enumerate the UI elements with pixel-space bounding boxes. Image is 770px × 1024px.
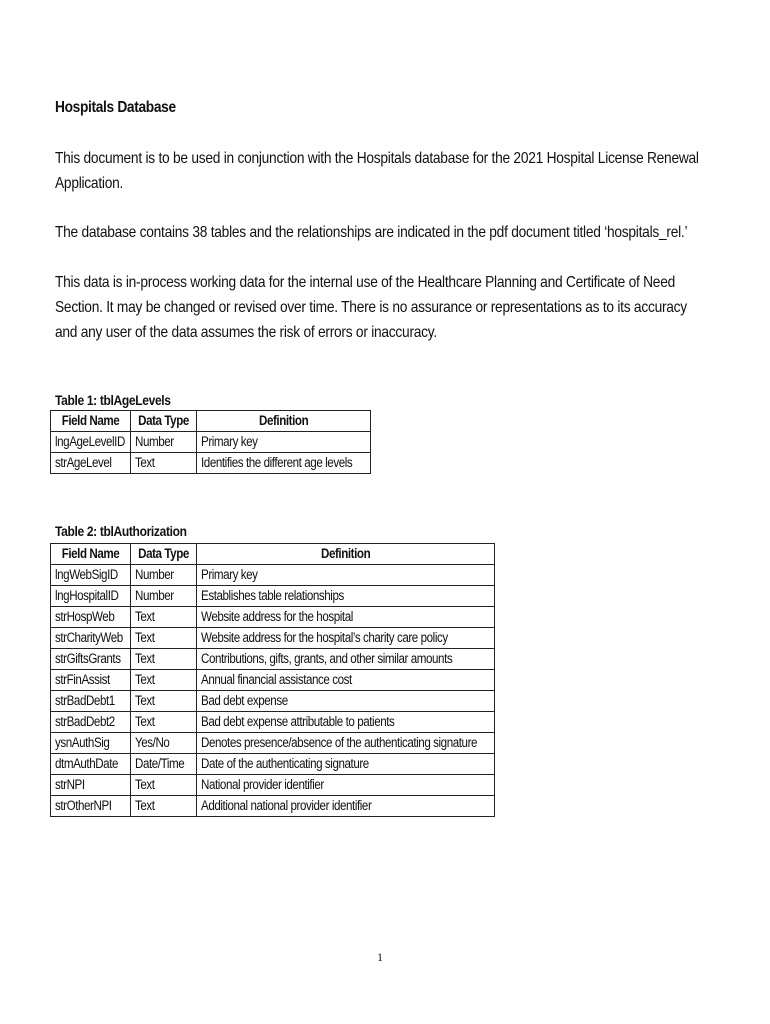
table-agelevels [50, 410, 371, 474]
tables-paragraph [55, 220, 717, 245]
column-header: Field Name [51, 544, 131, 565]
table-row [51, 691, 495, 712]
table-cell: Text [131, 670, 197, 691]
table-row [51, 754, 495, 775]
column-header: Definition [197, 544, 495, 565]
table-cell: lngAgeLevelID [51, 432, 131, 453]
table-cell: Number [131, 586, 197, 607]
document-title: Hospitals Database [55, 99, 176, 116]
page-number: 1 [377, 950, 383, 964]
table-cell: strFinAssist [51, 670, 131, 691]
table-cell: Primary key [197, 432, 371, 453]
table-caption: Table 1: tblAgeLevels [55, 392, 171, 408]
column-header: Data Type [131, 411, 197, 432]
table-authorization [50, 543, 495, 817]
paragraph-line: This data is in-process working data for the internal use of the Healthcare Planning and Certificate of Need [55, 274, 675, 291]
table-cell: Website address for the hospital [197, 607, 495, 628]
column-header: Definition [197, 411, 371, 432]
table-cell: Denotes presence/absence of the authenticating signature [197, 733, 495, 754]
table-cell: Text [131, 453, 197, 474]
disclaimer-paragraph [55, 270, 717, 345]
table-row [51, 607, 495, 628]
table-cell: Date of the authenticating signature [197, 754, 495, 775]
table-cell: Text [131, 775, 197, 796]
table-row [51, 670, 495, 691]
table-cell: Text [131, 712, 197, 733]
table-cell: Yes/No [131, 733, 197, 754]
table-cell: lngWebSigID [51, 565, 131, 586]
table-cell: Text [131, 796, 197, 817]
table-row [51, 565, 495, 586]
table-cell: Text [131, 649, 197, 670]
table-cell: strCharityWeb [51, 628, 131, 649]
table-cell: Number [131, 565, 197, 586]
table-cell: strBadDebt2 [51, 712, 131, 733]
table-row [51, 453, 371, 474]
table-cell: Number [131, 432, 197, 453]
paragraph-line: and any user of the data assumes the risk of errors or inaccuracy. [55, 324, 437, 341]
table-cell: Additional national provider identifier [197, 796, 495, 817]
table-row [51, 586, 495, 607]
table-cell: Text [131, 607, 197, 628]
paragraph-line: This document is to be used in conjunction with the Hospitals database for the 2021 Hospital License Renewal [55, 150, 699, 167]
table-cell: National provider identifier [197, 775, 495, 796]
table-header-row [51, 544, 495, 565]
table-cell: Annual financial assistance cost [197, 670, 495, 691]
table-row [51, 628, 495, 649]
table-cell: strOtherNPI [51, 796, 131, 817]
table-cell: strAgeLevel [51, 453, 131, 474]
column-header: Data Type [131, 544, 197, 565]
table-cell: Website address for the hospital’s charity care policy [197, 628, 495, 649]
table-row [51, 775, 495, 796]
table-cell: Date/Time [131, 754, 197, 775]
table-row [51, 733, 495, 754]
table-cell: dtmAuthDate [51, 754, 131, 775]
table-cell: strBadDebt1 [51, 691, 131, 712]
table-row [51, 432, 371, 453]
table-cell: lngHospitalID [51, 586, 131, 607]
paragraph-line: Application. [55, 175, 124, 192]
table-row [51, 712, 495, 733]
table-cell: ysnAuthSig [51, 733, 131, 754]
column-header: Field Name [51, 411, 131, 432]
table-cell: strGiftsGrants [51, 649, 131, 670]
table-cell: Establishes table relationships [197, 586, 495, 607]
table-cell: Contributions, gifts, grants, and other similar amounts [197, 649, 495, 670]
table-cell: strHospWeb [51, 607, 131, 628]
table-cell: Text [131, 691, 197, 712]
table-row [51, 796, 495, 817]
table-cell: strNPI [51, 775, 131, 796]
table-cell: Identifies the different age levels [197, 453, 371, 474]
table-header-row [51, 411, 371, 432]
table-cell: Bad debt expense attributable to patients [197, 712, 495, 733]
table-row [51, 649, 495, 670]
table-cell: Text [131, 628, 197, 649]
table-cell: Bad debt expense [197, 691, 495, 712]
table-caption: Table 2: tblAuthorization [55, 523, 187, 539]
paragraph-line: The database contains 38 tables and the relationships are indicated in the pdf document titled ‘hospitals_rel.’ [55, 224, 688, 241]
paragraph-line: Section. It may be changed or revised over time. There is no assurance or representations as to its accuracy [55, 299, 687, 316]
table-cell: Primary key [197, 565, 495, 586]
intro-paragraph [55, 146, 717, 196]
